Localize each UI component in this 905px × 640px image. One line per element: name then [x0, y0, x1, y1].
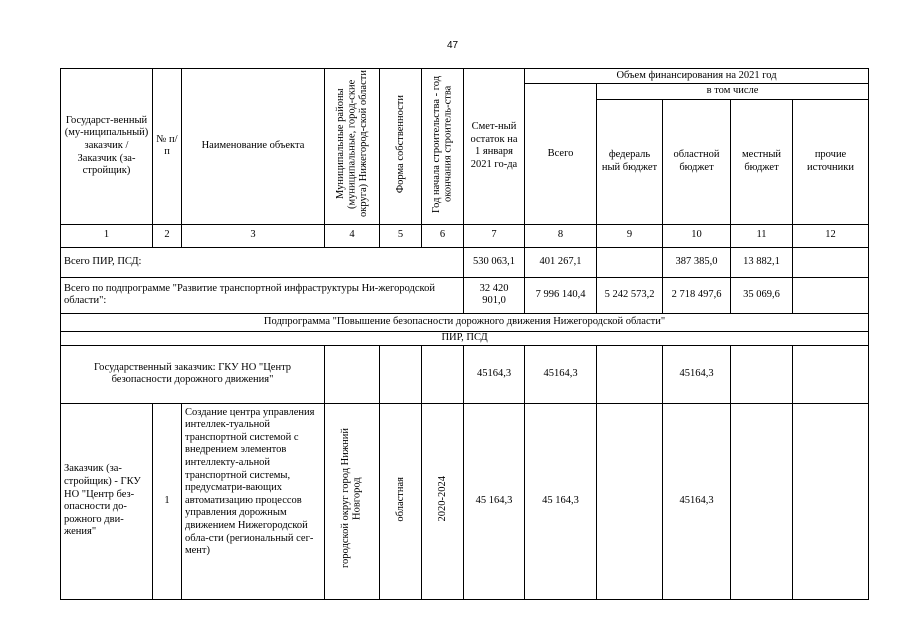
- item-municipality-cell: [325, 403, 380, 599]
- total-subprogram-regional: 2 718 497,6: [663, 277, 731, 313]
- state-customer-total: 45164,3: [525, 345, 597, 403]
- state-customer-row: [61, 345, 869, 403]
- column-number: 6: [422, 224, 464, 247]
- header-funding-group: Объем финансирования на 2021 год: [525, 69, 869, 84]
- header-object: Наименование объекта: [182, 69, 325, 225]
- column-number: 4: [325, 224, 380, 247]
- header-municipality: Муниципальные районы (муниципальные, город-ские округа) Нижегород-ской области: [334, 70, 369, 218]
- header-local: местный бюджет: [731, 99, 793, 224]
- header-customer: Государст-венный (му-ниципальный) заказчик / Заказчик (за-стройщик): [61, 69, 153, 225]
- item-total: 45 164,3: [525, 403, 597, 599]
- empty-cell: [731, 403, 793, 599]
- subprogram-title-row: [61, 313, 869, 331]
- total-pir-total: 401 267,1: [525, 247, 597, 277]
- item-municipality: городской округ город Нижний Новгород: [340, 428, 363, 569]
- item-row: [61, 403, 869, 599]
- pir-title: ПИР, ПСД: [61, 331, 869, 345]
- empty-cell: [793, 345, 869, 403]
- header-ownership: Форма собственности: [394, 94, 406, 194]
- total-subprogram-other: [793, 277, 869, 313]
- header-years: Год начала строительства - год окончания строитель-ства: [430, 75, 454, 213]
- item-ownership: областная: [394, 476, 406, 522]
- header-federal: федераль ный бюджет: [597, 99, 663, 224]
- total-subprogram-total: 7 996 140,4: [525, 277, 597, 313]
- column-number: 3: [182, 224, 325, 247]
- column-number: 8: [525, 224, 597, 247]
- financing-table: [60, 68, 869, 600]
- item-regional: 45164,3: [663, 403, 731, 599]
- item-object: Создание центра управления интеллек-туальной транспортной системой с внедрением элементов интеллекту-альной транспортной системы, предусматри-вающих автоматизацию процессов управления дорожным движением Нижегородской обла-сти (региональный сег-мент): [182, 403, 325, 599]
- column-numbers-row: [61, 224, 869, 247]
- item-ownership-cell: [380, 403, 422, 599]
- column-number: 5: [380, 224, 422, 247]
- column-number: 1: [61, 224, 153, 247]
- column-number: 11: [731, 224, 793, 247]
- item-num: 1: [153, 403, 182, 599]
- empty-cell: [380, 345, 422, 403]
- header-municipality-cell: [325, 69, 380, 225]
- total-subprogram-federal: 5 242 573,2: [597, 277, 663, 313]
- item-remainder: 45 164,3: [464, 403, 525, 599]
- column-number: 9: [597, 224, 663, 247]
- empty-cell: [597, 345, 663, 403]
- item-years: 2020-2024: [436, 476, 448, 522]
- total-pir-remainder: 530 063,1: [464, 247, 525, 277]
- total-pir-federal: [597, 247, 663, 277]
- total-subprogram-remainder: 32 420 901,0: [464, 277, 525, 313]
- header-num: № п/п: [153, 69, 182, 225]
- total-subprogram-local: 35 069,6: [731, 277, 793, 313]
- item-customer: Заказчик (за-стройщик) - ГКУ НО "Центр без-опасности до-рожного дви-жения": [61, 403, 153, 599]
- total-pir-other: [793, 247, 869, 277]
- column-number: 12: [793, 224, 869, 247]
- total-subprogram-row: [61, 277, 869, 313]
- empty-cell: [597, 403, 663, 599]
- state-customer-remainder: 45164,3: [464, 345, 525, 403]
- total-pir-local: 13 882,1: [731, 247, 793, 277]
- empty-cell: [731, 345, 793, 403]
- empty-cell: [793, 403, 869, 599]
- state-customer-regional: 45164,3: [663, 345, 731, 403]
- header-regional: областной бюджет: [663, 99, 731, 224]
- empty-cell: [422, 345, 464, 403]
- header-years-cell: [422, 69, 464, 225]
- header-total: Всего: [525, 84, 597, 225]
- total-subprogram-label: Всего по подпрограмме "Развитие транспортной инфраструктуры Ни-жегородской области":: [61, 277, 464, 313]
- pir-title-row: [61, 331, 869, 345]
- header-including: в том числе: [597, 84, 869, 100]
- column-number: 7: [464, 224, 525, 247]
- column-number: 10: [663, 224, 731, 247]
- item-years-cell: [422, 403, 464, 599]
- header-remainder: Смет-ный остаток на 1 января 2021 го-да: [464, 69, 525, 225]
- total-pir-label: Всего ПИР, ПСД:: [61, 247, 464, 277]
- page-number: 47: [446, 40, 459, 51]
- column-number: 2: [153, 224, 182, 247]
- empty-cell: [325, 345, 380, 403]
- header-ownership-cell: [380, 69, 422, 225]
- total-pir-row: [61, 247, 869, 277]
- header-other: прочие источники: [793, 99, 869, 224]
- total-pir-regional: 387 385,0: [663, 247, 731, 277]
- state-customer-label: Государственный заказчик: ГКУ НО "Центр безопасности дорожного движения": [61, 345, 325, 403]
- subprogram-title: Подпрограмма "Повышение безопасности дорожного движения Нижегородской области": [61, 313, 869, 331]
